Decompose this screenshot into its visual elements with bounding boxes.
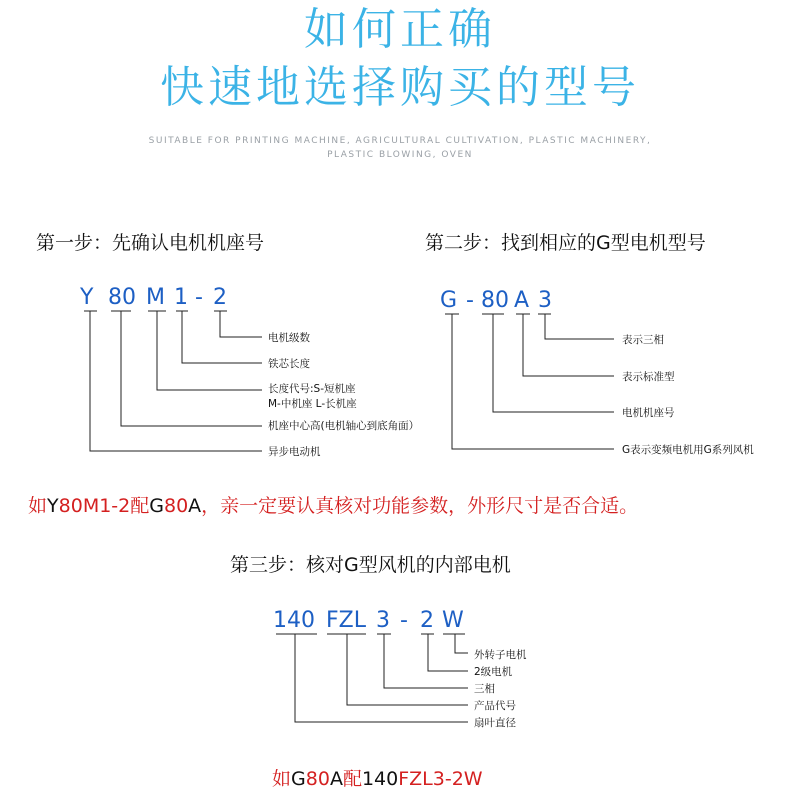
step1-code-y: Y	[80, 285, 94, 310]
note-2-part: 80	[305, 768, 330, 790]
step1-connector-poles	[220, 311, 262, 337]
step2-connector-g	[452, 314, 614, 449]
step3-code-w: W	[442, 608, 464, 633]
note-2-part: 如	[272, 768, 292, 790]
note-1-part: G	[149, 495, 164, 517]
step3-label-product-code: 产品代号	[474, 700, 516, 712]
step2-label-three-phase: 表示三相	[622, 334, 664, 346]
subtitle-line-1: SUITABLE FOR PRINTING MACHINE, AGRICULTURAL CULTIVATION, PLASTIC MACHINERY,	[148, 136, 652, 146]
subtitle-line-2: PLASTIC BLOWING, OVEN	[327, 150, 473, 160]
note-2-part: 140	[361, 768, 399, 790]
step2-label-g-series: G表示变频电机用G系列风机	[622, 444, 754, 456]
step1-code-2: 2	[213, 285, 227, 310]
step1-code-m: M	[146, 285, 165, 310]
step2-connector-phase	[545, 314, 614, 339]
step1-connector-height	[121, 311, 262, 426]
step2-label-standard: 表示标准型	[622, 371, 675, 383]
step3-label-2-pole: 2级电机	[474, 666, 513, 678]
step3-code-fzl: FZL	[326, 608, 366, 633]
step3-code-dash: -	[400, 608, 408, 633]
step3-label-fan-diameter: 扇叶直径	[474, 717, 516, 729]
step3-code-3: 3	[376, 608, 390, 633]
step3-heading: 第三步：核对G型风机的内部电机	[230, 554, 511, 576]
title-line-2: 快速地选择购买的型号	[160, 62, 640, 113]
step1-label-length-code: 长度代号:S-短机座	[268, 383, 356, 395]
note-1-part: 80	[58, 495, 83, 517]
note-2-part: A	[329, 768, 343, 790]
title-line-1: 如何正确	[304, 4, 496, 55]
step2-connector-frame	[493, 314, 614, 412]
step1-code-dash: -	[195, 285, 203, 310]
note-2-part: 配	[342, 768, 362, 790]
step3-connector-rotor	[455, 634, 468, 653]
step2-code-dash: -	[466, 288, 474, 313]
step1-code-80: 80	[108, 285, 136, 310]
note-1-part: M1-2配	[82, 495, 150, 517]
step3-connector-diameter	[295, 634, 468, 722]
step1-connector-length	[157, 311, 262, 390]
step2-connector-standard	[523, 314, 614, 376]
note-2-part: FZL3-2W	[398, 768, 483, 790]
note-1-part: 如	[28, 495, 48, 517]
step3-code-140: 140	[273, 608, 315, 633]
step3-connector-code	[347, 634, 468, 705]
step2-code-3: 3	[538, 288, 552, 313]
step1-code-1: 1	[174, 285, 188, 310]
step1-label-async-motor: 异步电动机	[268, 446, 321, 458]
note-1-part: A	[188, 495, 202, 517]
note-1-part: Y	[47, 495, 59, 517]
step1-label-core-length: 铁芯长度	[268, 358, 310, 370]
step1-label-length-code-2: M-中机座 L-长机座	[268, 398, 357, 410]
step3-code-2: 2	[420, 608, 434, 633]
step1-heading: 第一步：先确认电机机座号	[36, 232, 265, 254]
step1-connector-motor	[90, 311, 262, 451]
step2-code-g: G	[440, 288, 458, 313]
step3-label-three-phase: 三相	[474, 683, 495, 695]
note-1-part: ，亲一定要认真核对功能参数，外形尺寸是否合适。	[201, 495, 639, 517]
step2-code-a: A	[514, 288, 530, 313]
step2-label-frame: 电机机座号	[622, 407, 675, 419]
step1-label-center-height: 机座中心高(电机轴心到底角面）	[268, 420, 420, 432]
step2-heading: 第二步：找到相应的G型电机型号	[425, 232, 706, 254]
step2-code-80: 80	[481, 288, 509, 313]
step1-label-poles: 电机级数	[268, 332, 310, 344]
note-2-part: G	[291, 768, 306, 790]
step3-label-outer-rotor: 外转子电机	[474, 649, 527, 661]
note-1-part: 80	[163, 495, 189, 517]
